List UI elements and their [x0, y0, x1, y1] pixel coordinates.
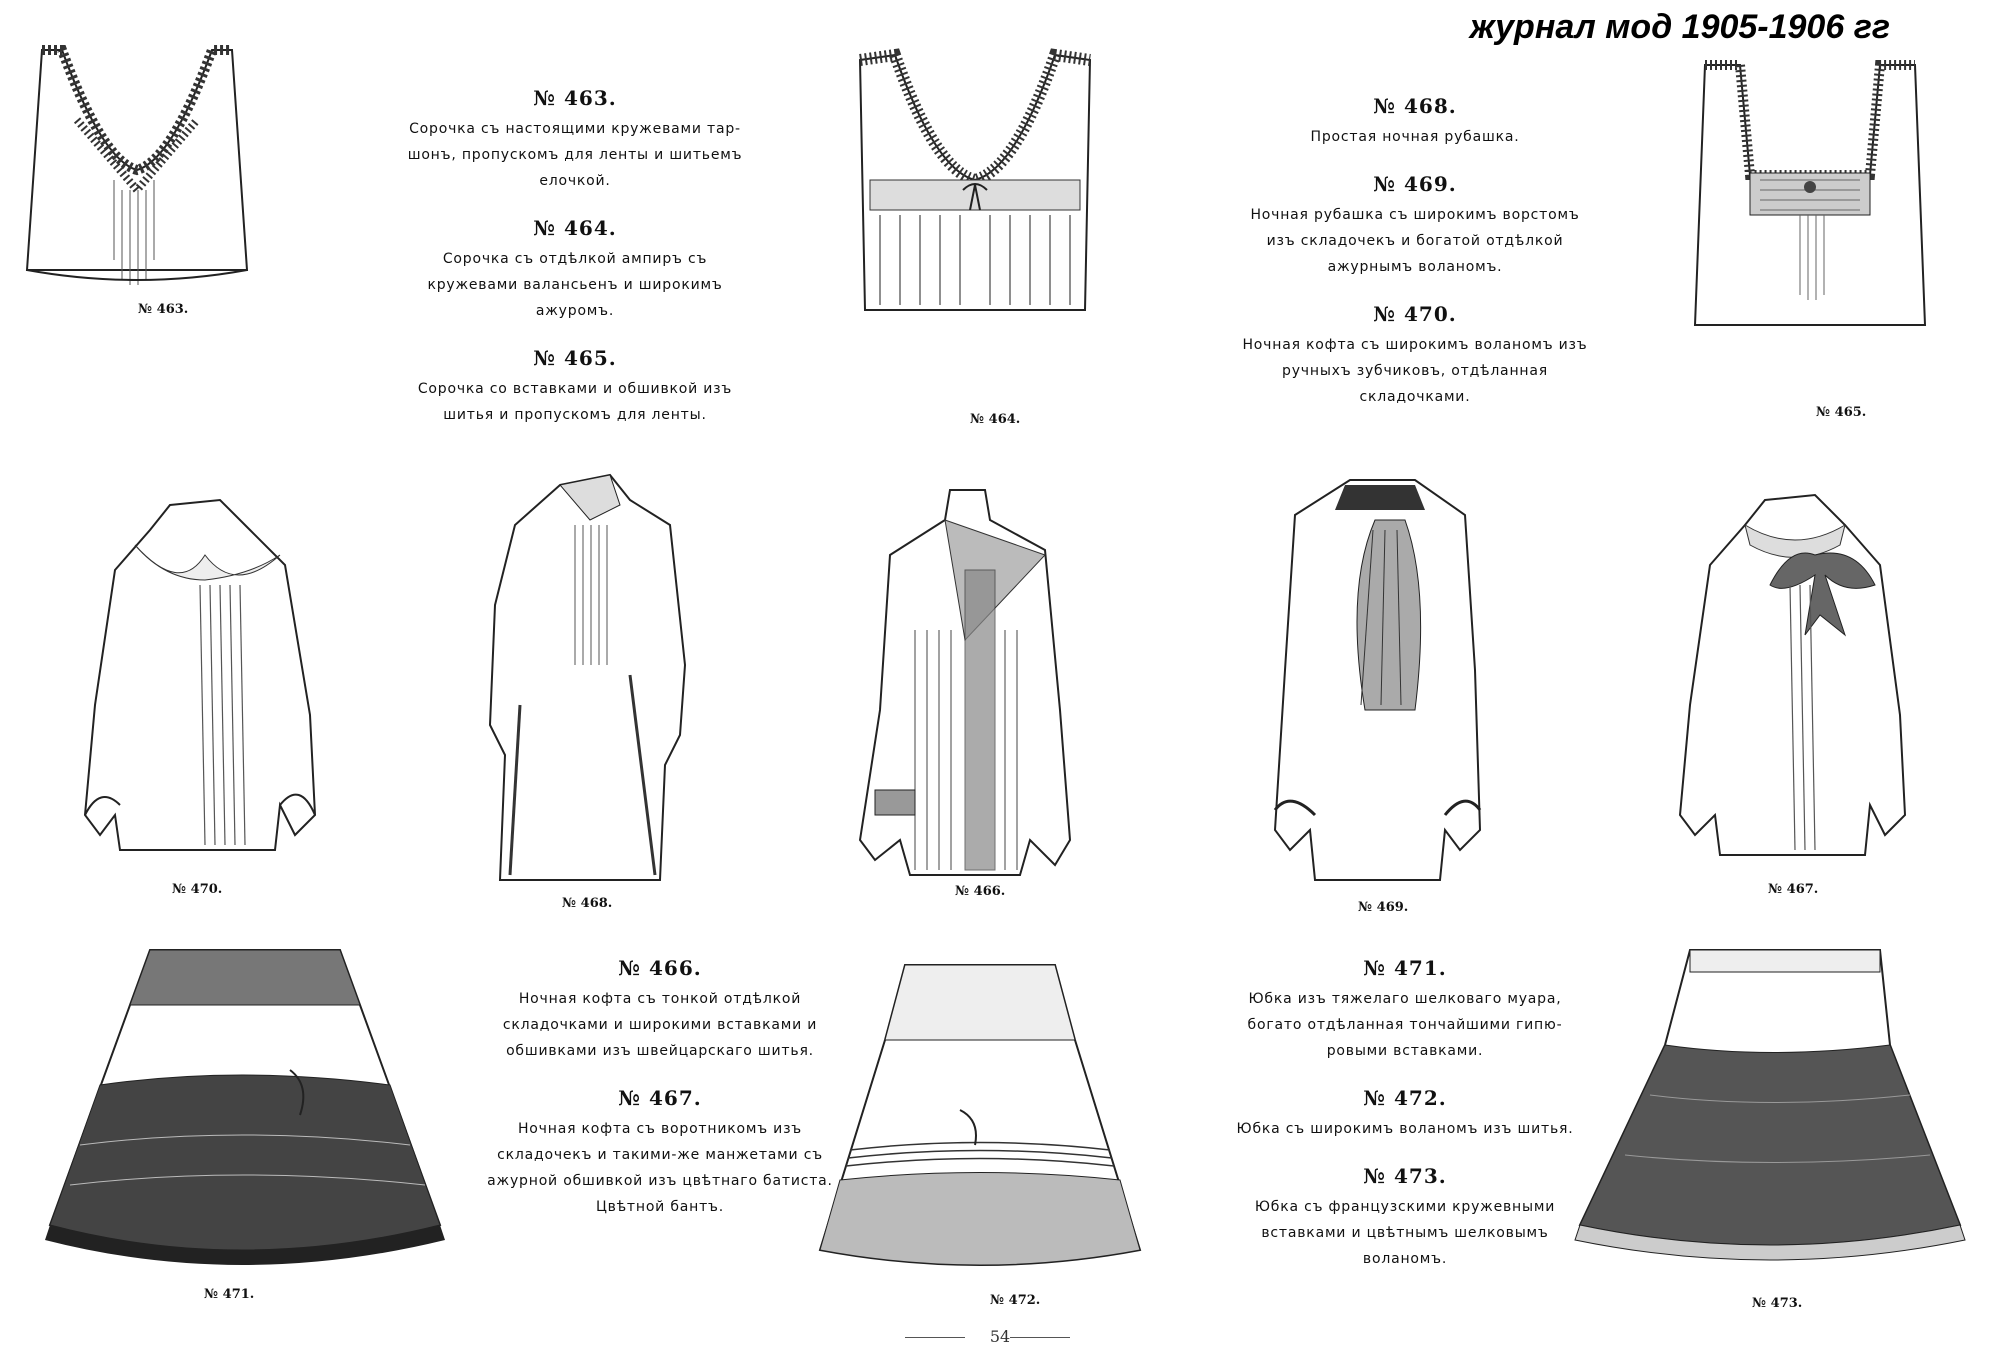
item-number-470: № 470.: [1373, 302, 1457, 326]
caption-466: № 466.: [955, 884, 1006, 899]
item-number-468: № 468.: [1373, 94, 1457, 118]
illustration-skirt-471: [40, 945, 450, 1275]
item-number-472: № 472.: [1363, 1086, 1447, 1110]
item-text-469: Ночная рубашка съ широкимъ ворстомъ изъ складочекъ и богатой отдѣлкой ажурнымъ воланомъ.: [1250, 207, 1580, 275]
item-text-473: Юбка съ французскими кружевными вставками и цвѣтнымъ шелковымъ воланомъ.: [1254, 1199, 1556, 1267]
illustration-skirt-473: [1570, 945, 1970, 1275]
journal-title: журнал мод 1905-1906 гг: [1469, 8, 1890, 46]
caption-464: № 464.: [970, 412, 1021, 427]
item-text-465: Сорочка со вставками и обшивкой изъ шитья и пропускомъ для ленты.: [417, 381, 733, 423]
illustration-skirt-472: [810, 960, 1150, 1290]
item-text-467: Ночная кофта съ воротникомъ изъ складочекъ и такими-же манжетами съ ажурной обшивкой изъ цвѣтнаго батиста. Цвѣтной бантъ.: [487, 1121, 833, 1215]
page-number: 54: [989, 1327, 1011, 1346]
caption-463: № 463.: [138, 302, 189, 317]
caption-465: № 465.: [1816, 405, 1867, 420]
item-text-470: Ночная кофта съ широкимъ воланомъ изъ ручныхъ зубчиковъ, отдѣланная складочками.: [1242, 337, 1588, 405]
item-text-466: Ночная кофта съ тонкой отдѣлкой складочками и широкими вставками и обшивками изъ швейцарскаго шитья.: [502, 991, 818, 1059]
illustration-chemise-465: [1690, 55, 1930, 345]
page-number-rule-right: [1010, 1337, 1070, 1338]
caption-470: № 470.: [172, 882, 223, 897]
illustration-nightgown-468: [480, 465, 700, 885]
item-number-467: № 467.: [618, 1086, 702, 1110]
item-number-465: № 465.: [533, 346, 617, 370]
caption-473: № 473.: [1752, 1296, 1803, 1311]
item-text-464: Сорочка съ отдѣлкой ампиръ съ кружевами валансьенъ и широкимъ ажуромъ.: [427, 251, 723, 319]
description-block-466-467: [470, 956, 850, 1242]
illustration-nightgown-469: [1265, 470, 1495, 890]
item-text-468: Простая ночная рубашка.: [1310, 129, 1520, 145]
caption-468: № 468.: [562, 896, 613, 911]
item-number-471: № 471.: [1363, 956, 1447, 980]
description-block-463-465: [400, 86, 750, 450]
description-block-471-473: [1225, 956, 1585, 1294]
item-text-471: Юбка изъ тяжелаго шелковаго муара, богато отдѣланная тончайшими гипю-ровыми вставками.: [1247, 991, 1563, 1059]
illustration-chemise-463: [22, 40, 252, 300]
item-number-469: № 469.: [1373, 172, 1457, 196]
item-number-464: № 464.: [533, 216, 617, 240]
item-number-463: № 463.: [533, 86, 617, 110]
illustration-jacket-467: [1675, 485, 1915, 865]
illustration-jacket-470: [80, 485, 320, 865]
caption-472: № 472.: [990, 1293, 1041, 1308]
item-number-466: № 466.: [618, 956, 702, 980]
item-text-472: Юбка съ широкимъ воланомъ изъ шитья.: [1236, 1121, 1574, 1137]
item-text-463: Сорочка съ настоящими кружевами тар-шонъ, пропускомъ для ленты и шитьемъ елочкой.: [407, 121, 743, 189]
item-number-473: № 473.: [1363, 1164, 1447, 1188]
illustration-jacket-466: [855, 480, 1085, 880]
caption-469: № 469.: [1358, 900, 1409, 915]
caption-467: № 467.: [1768, 882, 1819, 897]
caption-471: № 471.: [204, 1287, 255, 1302]
description-block-468-470: [1235, 94, 1595, 432]
illustration-chemise-464: [845, 40, 1105, 330]
page-number-rule-left: [905, 1337, 965, 1338]
